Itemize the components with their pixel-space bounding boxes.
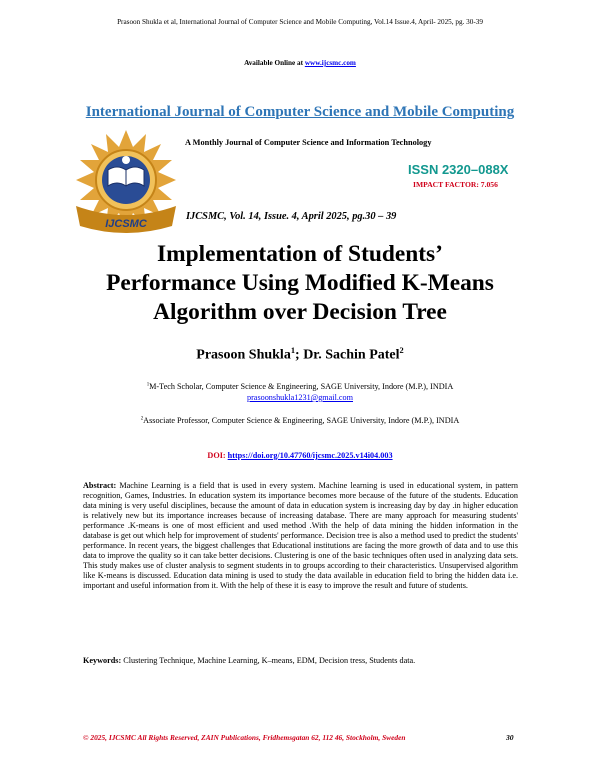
affiliation-2-sup: 2 [140, 416, 144, 422]
author-2: Dr. Sachin Patel [303, 347, 400, 363]
doi-label: DOI: [207, 451, 228, 460]
abstract-label: Abstract: [83, 481, 120, 490]
issn-number: ISSN 2320–088X [408, 162, 509, 177]
journal-title: International Journal of Computer Science and Mobile Computing [85, 104, 515, 120]
author-1-sup: 1 [290, 346, 296, 355]
authors [0, 346, 600, 364]
paper-title [0, 240, 600, 327]
affiliation-2 [0, 416, 600, 425]
journal-website-link[interactable]: www.ijcsmc.com [304, 59, 356, 67]
doi [0, 451, 600, 460]
author-separator: ; [295, 347, 304, 363]
affiliation-2-text: Associate Professor, Computer Science & Engineering, SAGE University, Indore (M.P.), INDIA [143, 416, 460, 425]
keywords-label: Keywords: [83, 656, 124, 665]
author-1: Prasoon Shukla [196, 347, 291, 363]
running-header: Prasoon Shukla et al, International Journal of Computer Science and Mobile Computing, Vol.14 Issue.4, April- 2025, pg. 30-39 [117, 18, 483, 26]
journal-subtitle: A Monthly Journal of Computer Science and Information Technology [185, 138, 432, 147]
page-number: 30 [506, 733, 514, 742]
keywords-text: Clustering Technique, Machine Learning, K–means, EDM, Decision tress, Students data. [123, 656, 416, 665]
affiliation-1-text: M-Tech Scholar, Computer Science & Engineering, SAGE University, Indore (M.P.), INDIA [149, 382, 454, 391]
abstract [83, 481, 518, 590]
abstract-text: Machine Learning is a field that is used in every system. Machine learning is used in educational system, in pattern recognition, Games, Industries. In education system its importance becomes more because of the future of the students. Education data mining is very useful disciplines, because the amount of data in education system is increasing day by day .in higher education is relatively new but its importance increases because of increasing database. There are many approach for measuring students' performance .K-means is one of most efficient and used method .With the help of data mining the hidden information in the database is get out which help for improvement of students' performance. Decision tree is also a method used to predict the students' performance. In recent years, the biggest challenges that Educational institutions are facing the more growth of data and to use this data to improve the quality so it can take better decisions. Clustering is one of the basic techniques often used in analyzing data sets. This study makes use of cluster analysis to segment students in to groups according to their characteristics. Unsupervised algorithm like K-means is discussed. Education data mining is used to study the data available in education field to bring the hidden data i.e. important and useful information from it. With the help of these it is easy to improve the result and future of students. [83, 481, 518, 590]
logo-text: IJCSMC [105, 218, 147, 230]
affiliation-1-sup: 1 [146, 382, 150, 388]
author-2-sup: 2 [399, 346, 404, 355]
author-email-link[interactable]: prasoonshukla1231@gmail.com [246, 393, 353, 402]
paper-title-line-2: Performance Using Modified K-Means [106, 270, 494, 296]
journal-logo [70, 128, 182, 238]
impact-factor: IMPACT FACTOR: 7.056 [413, 180, 498, 189]
affiliation-1 [0, 382, 600, 391]
paper-title-line-1: Implementation of Students’ [157, 241, 443, 267]
paper-title-line-3: Algorithm over Decision Tree [153, 299, 447, 325]
available-prefix: Available Online at [244, 59, 305, 67]
keywords [83, 656, 518, 665]
doi-link[interactable]: https://doi.org/10.47760/ijcsmc.2025.v14i04.003 [227, 451, 393, 460]
available-online [0, 59, 600, 67]
copyright-footer: © 2025, IJCSMC All Rights Reserved, ZAIN Publications, Fridhemsgatan 62, 112 46, Stockholm, Sweden [83, 733, 406, 742]
issue-citation: IJCSMC, Vol. 14, Issue. 4, April 2025, pg.30 – 39 [186, 211, 397, 222]
